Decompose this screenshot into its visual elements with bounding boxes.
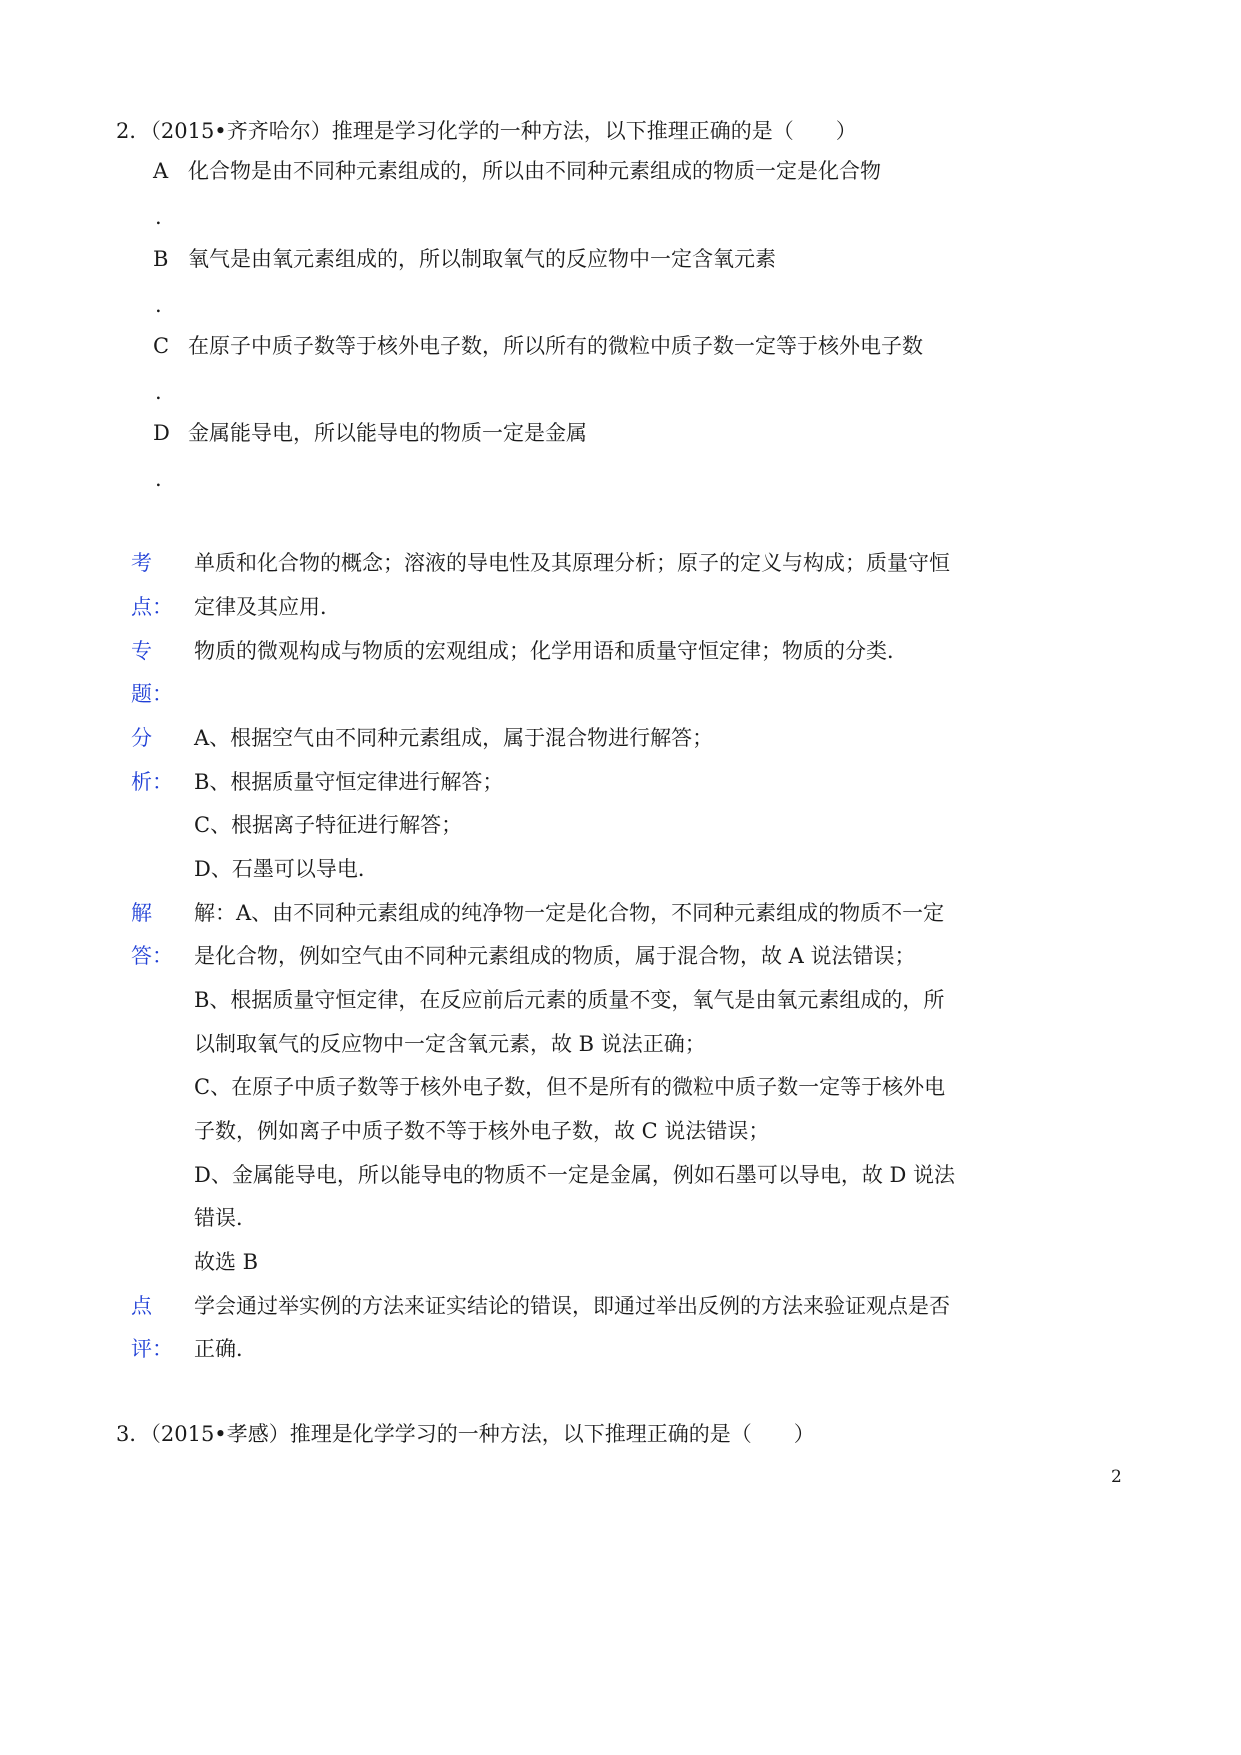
question-2-stem: 2．（2015•齐齐哈尔）推理是学习化学的一种方法，以下推理正确的是（ ）: [116, 119, 857, 143]
fenxi-label-2: 析：: [131, 770, 173, 794]
fenxi-line: A、根据空气由不同种元素组成，属于混合物进行解答；: [194, 726, 714, 750]
question-3-stem: 3．（2015•孝感）推理是化学学习的一种方法，以下推理正确的是（ ）: [116, 1422, 815, 1446]
option-a-text: 化合物是由不同种元素组成的，所以由不同种元素组成的物质一定是化合物: [188, 159, 881, 183]
jieda-line: 以制取氧气的反应物中一定含氧元素，故 B 说法正确；: [194, 1032, 706, 1056]
fenxi-line: C、根据离子特征进行解答；: [194, 813, 463, 837]
jieda-line: 故选 B: [194, 1250, 259, 1274]
zhuanti-line: 物质的微观构成与物质的宏观组成；化学用语和质量守恒定律；物质的分类．: [194, 639, 908, 663]
jieda-line: B、根据质量守恒定律，在反应前后元素的质量不变，氧气是由氧元素组成的，所: [194, 988, 945, 1012]
dianping-line: 正确．: [194, 1337, 257, 1361]
page-number: 2: [1111, 1467, 1122, 1487]
option-d-letter: D: [153, 421, 170, 445]
dianping-label-1: 点: [131, 1294, 152, 1318]
jieda-line: 错误．: [194, 1206, 257, 1230]
option-b-dot: .: [155, 293, 162, 317]
kaodian-label-1: 考: [131, 551, 152, 575]
kaodian-label-2: 点：: [131, 595, 173, 619]
fenxi-line: D、石墨可以导电．: [194, 857, 379, 881]
jieda-label-2: 答：: [131, 944, 173, 968]
dianping-line: 学会通过举实例的方法来证实结论的错误，即通过举出反例的方法来验证观点是否: [194, 1294, 950, 1318]
jieda-line: 解：A、由不同种元素组成的纯净物一定是化合物，不同种元素组成的物质不一定: [194, 901, 945, 925]
option-b-text: 氧气是由氧元素组成的，所以制取氧气的反应物中一定含氧元素: [188, 247, 776, 271]
fenxi-line: B、根据质量守恒定律进行解答；: [194, 770, 504, 794]
zhuanti-label-1: 专: [131, 639, 152, 663]
jieda-line: 子数，例如离子中质子数不等于核外电子数，故 C 说法错误；: [194, 1119, 770, 1143]
option-a-letter: A: [153, 159, 169, 183]
option-d-text: 金属能导电，所以能导电的物质一定是金属: [188, 421, 587, 445]
option-a-dot: .: [155, 205, 162, 229]
kaodian-line: 单质和化合物的概念；溶液的导电性及其原理分析；原子的定义与构成；质量守恒: [194, 551, 950, 575]
option-d-dot: .: [155, 467, 162, 491]
jieda-line: C、在原子中质子数等于核外电子数，但不是所有的微粒中质子数一定等于核外电: [194, 1075, 946, 1099]
option-c-letter: C: [153, 334, 170, 358]
fenxi-label-1: 分: [131, 726, 152, 750]
option-c-dot: .: [155, 380, 162, 404]
option-b-letter: B: [153, 247, 169, 271]
kaodian-line: 定律及其应用．: [194, 595, 341, 619]
option-c-text: 在原子中质子数等于核外电子数，所以所有的微粒中质子数一定等于核外电子数: [188, 334, 923, 358]
jieda-label-1: 解: [131, 901, 152, 925]
jieda-line: 是化合物，例如空气由不同种元素组成的物质，属于混合物，故 A 说法错误；: [194, 944, 916, 968]
jieda-line: D、金属能导电，所以能导电的物质不一定是金属，例如石墨可以导电，故 D 说法: [194, 1163, 956, 1187]
zhuanti-label-2: 题：: [131, 682, 173, 706]
dianping-label-2: 评：: [131, 1337, 173, 1361]
